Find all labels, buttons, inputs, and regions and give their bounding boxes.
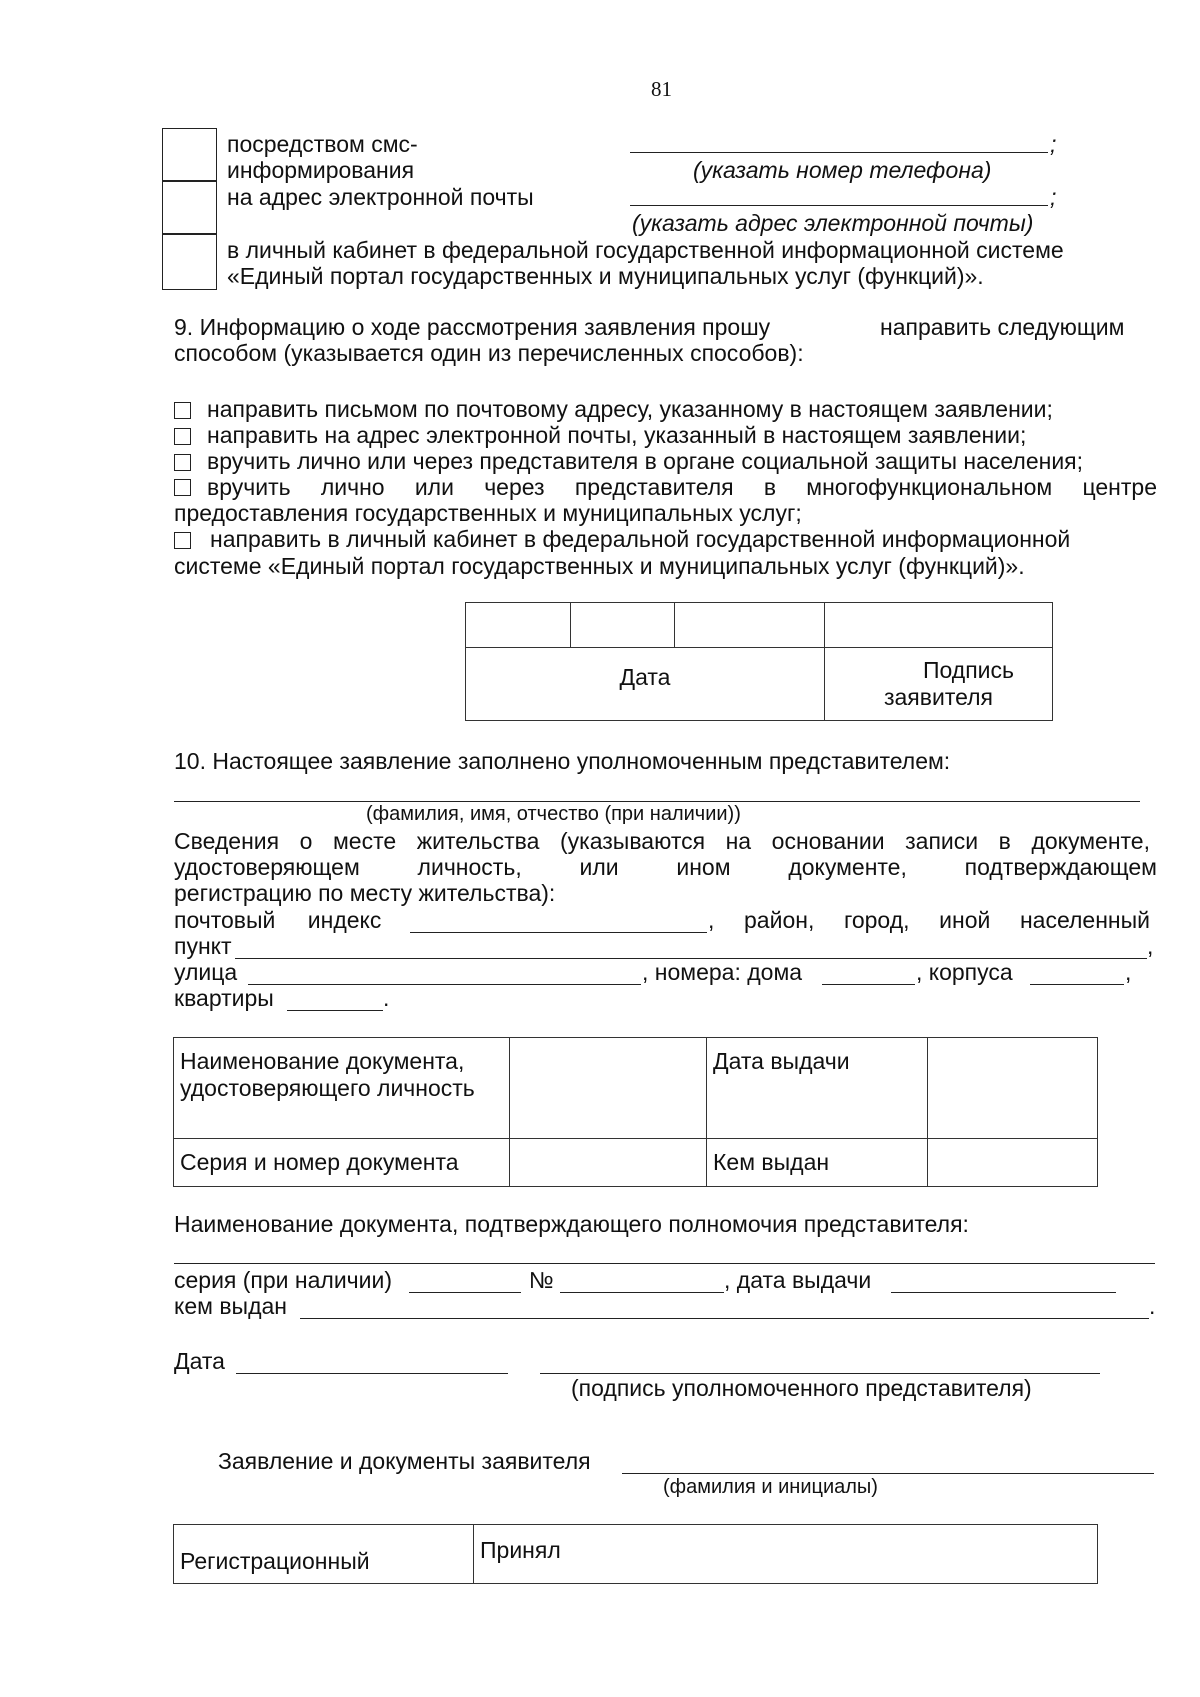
house-line[interactable] bbox=[822, 984, 915, 985]
representative-fio-line[interactable] bbox=[174, 801, 1140, 802]
representative-sign-line[interactable] bbox=[540, 1373, 1100, 1374]
doc-series-label: Серия и номер документа bbox=[180, 1149, 459, 1175]
apartment-line[interactable] bbox=[287, 1010, 383, 1011]
checkbox[interactable] bbox=[174, 402, 191, 419]
registration-table bbox=[173, 1524, 1098, 1584]
section10-title: 10. Настоящее заявление заполнено уполномоченным представителем: bbox=[174, 748, 951, 774]
doc-series-label-cell bbox=[174, 1139, 510, 1187]
signature-table bbox=[465, 602, 1053, 721]
option-cabinet-cont: системе «Единый портал государственных и муниципальных услуг (функций)». bbox=[174, 553, 1025, 579]
option-email[interactable]: направить на адрес электронной почты, указанный в настоящем заявлении; bbox=[174, 424, 1026, 447]
building-label: , корпуса bbox=[916, 959, 1013, 985]
email-hint: (указать адрес электронной почты) bbox=[632, 210, 1034, 236]
checkbox-email[interactable] bbox=[162, 180, 217, 235]
date-cell-year[interactable] bbox=[675, 603, 825, 648]
date-line[interactable] bbox=[236, 1373, 508, 1374]
email-sep: ; bbox=[1050, 184, 1057, 210]
cabinet-label-2: «Единый портал государственных и муниципальных услуг (функций)». bbox=[227, 263, 984, 289]
sms-label-1: посредством смс- bbox=[227, 131, 418, 157]
doc-date-value-cell[interactable] bbox=[928, 1038, 1098, 1139]
doc-series-value-cell[interactable] bbox=[510, 1139, 707, 1187]
option-mfc[interactable]: вручить лично или через представителя в многофункциональном центре bbox=[174, 476, 1157, 499]
email-input-line[interactable] bbox=[630, 205, 1048, 206]
option-cabinet[interactable]: направить в личный кабинет в федеральной государственной информационной bbox=[174, 528, 1070, 551]
authority-name-line[interactable] bbox=[174, 1263, 1155, 1264]
accepted-label: Принял bbox=[480, 1537, 561, 1563]
doc-issuer-value-cell[interactable] bbox=[928, 1139, 1098, 1187]
option-mail[interactable]: направить письмом по почтовому адресу, указанному в настоящем заявлении; bbox=[174, 398, 1053, 421]
checkbox-cabinet[interactable] bbox=[162, 233, 217, 290]
house-label: , номера: дома bbox=[642, 959, 803, 985]
street-line[interactable] bbox=[248, 984, 641, 985]
section9-line1a: 9. Информацию о ходе рассмотрения заявления прошу bbox=[174, 314, 771, 340]
authority-issue-date-label: , дата выдачи bbox=[724, 1267, 872, 1293]
doc-date-label-cell bbox=[707, 1038, 928, 1139]
phone-sep: ; bbox=[1050, 131, 1057, 157]
documents-hint: (фамилия и инициалы) bbox=[663, 1476, 878, 1498]
postal-label: почтовый индекс bbox=[174, 907, 382, 933]
section9-line2: способом (указывается один из перечисленных способов): bbox=[174, 340, 804, 366]
postal-index-line[interactable] bbox=[410, 932, 707, 933]
identity-document-table bbox=[173, 1037, 1098, 1187]
authority-series-label: серия (при наличии) bbox=[174, 1267, 393, 1293]
authority-issue-date-line[interactable] bbox=[891, 1292, 1116, 1293]
checkbox[interactable] bbox=[174, 532, 191, 549]
signature-label-cell bbox=[825, 648, 1053, 721]
fio-hint: (фамилия, имя, отчество (при наличии)) bbox=[366, 803, 741, 825]
checkbox-sms[interactable] bbox=[162, 128, 217, 182]
date-label: Дата bbox=[174, 1348, 225, 1374]
sms-label-2: информирования bbox=[227, 157, 415, 183]
doc-name-label: Наименование документа, удостоверяющего личность bbox=[180, 1048, 475, 1101]
authority-number-label: № bbox=[529, 1267, 554, 1293]
page-number: 81 bbox=[651, 77, 672, 101]
building-line[interactable] bbox=[1030, 984, 1124, 985]
date-label: Дата bbox=[619, 663, 671, 690]
option-mfc-cont: предоставления государственных и муниципальных услуг; bbox=[174, 500, 802, 526]
phone-hint: (указать номер телефона) bbox=[693, 157, 992, 183]
date-label-cell bbox=[466, 648, 825, 721]
documents-fio-line[interactable] bbox=[622, 1473, 1154, 1474]
postal-tail: , район, город, иной населенный bbox=[708, 907, 1150, 933]
representative-sign-hint: (подпись уполномоченного представителя) bbox=[571, 1375, 1032, 1401]
checkbox[interactable] bbox=[174, 454, 191, 471]
registration-number-cell bbox=[174, 1525, 474, 1584]
email-label: на адрес электронной почты bbox=[227, 184, 534, 210]
checkbox[interactable] bbox=[174, 428, 191, 445]
accepted-by-cell[interactable] bbox=[474, 1525, 1098, 1584]
authority-issued-by-line[interactable] bbox=[300, 1318, 1149, 1319]
registration-label: Регистрационный bbox=[180, 1548, 370, 1574]
street-label: улица bbox=[174, 959, 238, 985]
doc-date-label: Дата выдачи bbox=[713, 1048, 850, 1074]
option-in-person[interactable]: вручить лично или через представителя в органе социальной защиты населения; bbox=[174, 450, 1083, 473]
cabinet-label-1: в личный кабинет в федеральной государственной информационной системе bbox=[227, 237, 1064, 263]
date-cell-month[interactable] bbox=[571, 603, 675, 648]
punkt-tail: , bbox=[1147, 933, 1154, 959]
building-tail: , bbox=[1125, 959, 1132, 985]
doc-issuer-label: Кем выдан bbox=[713, 1149, 830, 1175]
authority-number-line[interactable] bbox=[560, 1292, 724, 1293]
signature-label-1: Подпись bbox=[922, 657, 1015, 683]
residence-line3: регистрацию по месту жительства): bbox=[174, 880, 556, 906]
apartment-tail: . bbox=[383, 985, 390, 1011]
punkt-label: пункт bbox=[174, 933, 232, 959]
documents-label: Заявление и документы заявителя bbox=[218, 1448, 591, 1474]
doc-name-value-cell[interactable] bbox=[510, 1038, 707, 1139]
doc-issuer-label-cell bbox=[707, 1139, 928, 1187]
authority-issued-by-tail: . bbox=[1149, 1293, 1156, 1319]
date-cell-day[interactable] bbox=[466, 603, 571, 648]
doc-name-label-cell bbox=[174, 1038, 510, 1139]
signature-cell[interactable] bbox=[825, 603, 1053, 648]
signature-label-2: заявителя bbox=[883, 684, 994, 710]
section9-line1b: направить следующим bbox=[880, 314, 1125, 340]
residence-line1: Сведения о месте жительства (указываются на основании записи в документе, bbox=[174, 828, 1150, 854]
phone-input-line[interactable] bbox=[630, 152, 1048, 153]
authority-series-line[interactable] bbox=[409, 1292, 521, 1293]
authority-title: Наименование документа, подтверждающего полномочия представителя: bbox=[174, 1211, 969, 1237]
residence-line2: удостоверяющем личность, или ином документе, подтверждающем bbox=[174, 854, 1157, 880]
authority-issued-by-label: кем выдан bbox=[174, 1293, 287, 1319]
apartment-label: квартиры bbox=[174, 985, 274, 1011]
checkbox[interactable] bbox=[174, 479, 191, 496]
